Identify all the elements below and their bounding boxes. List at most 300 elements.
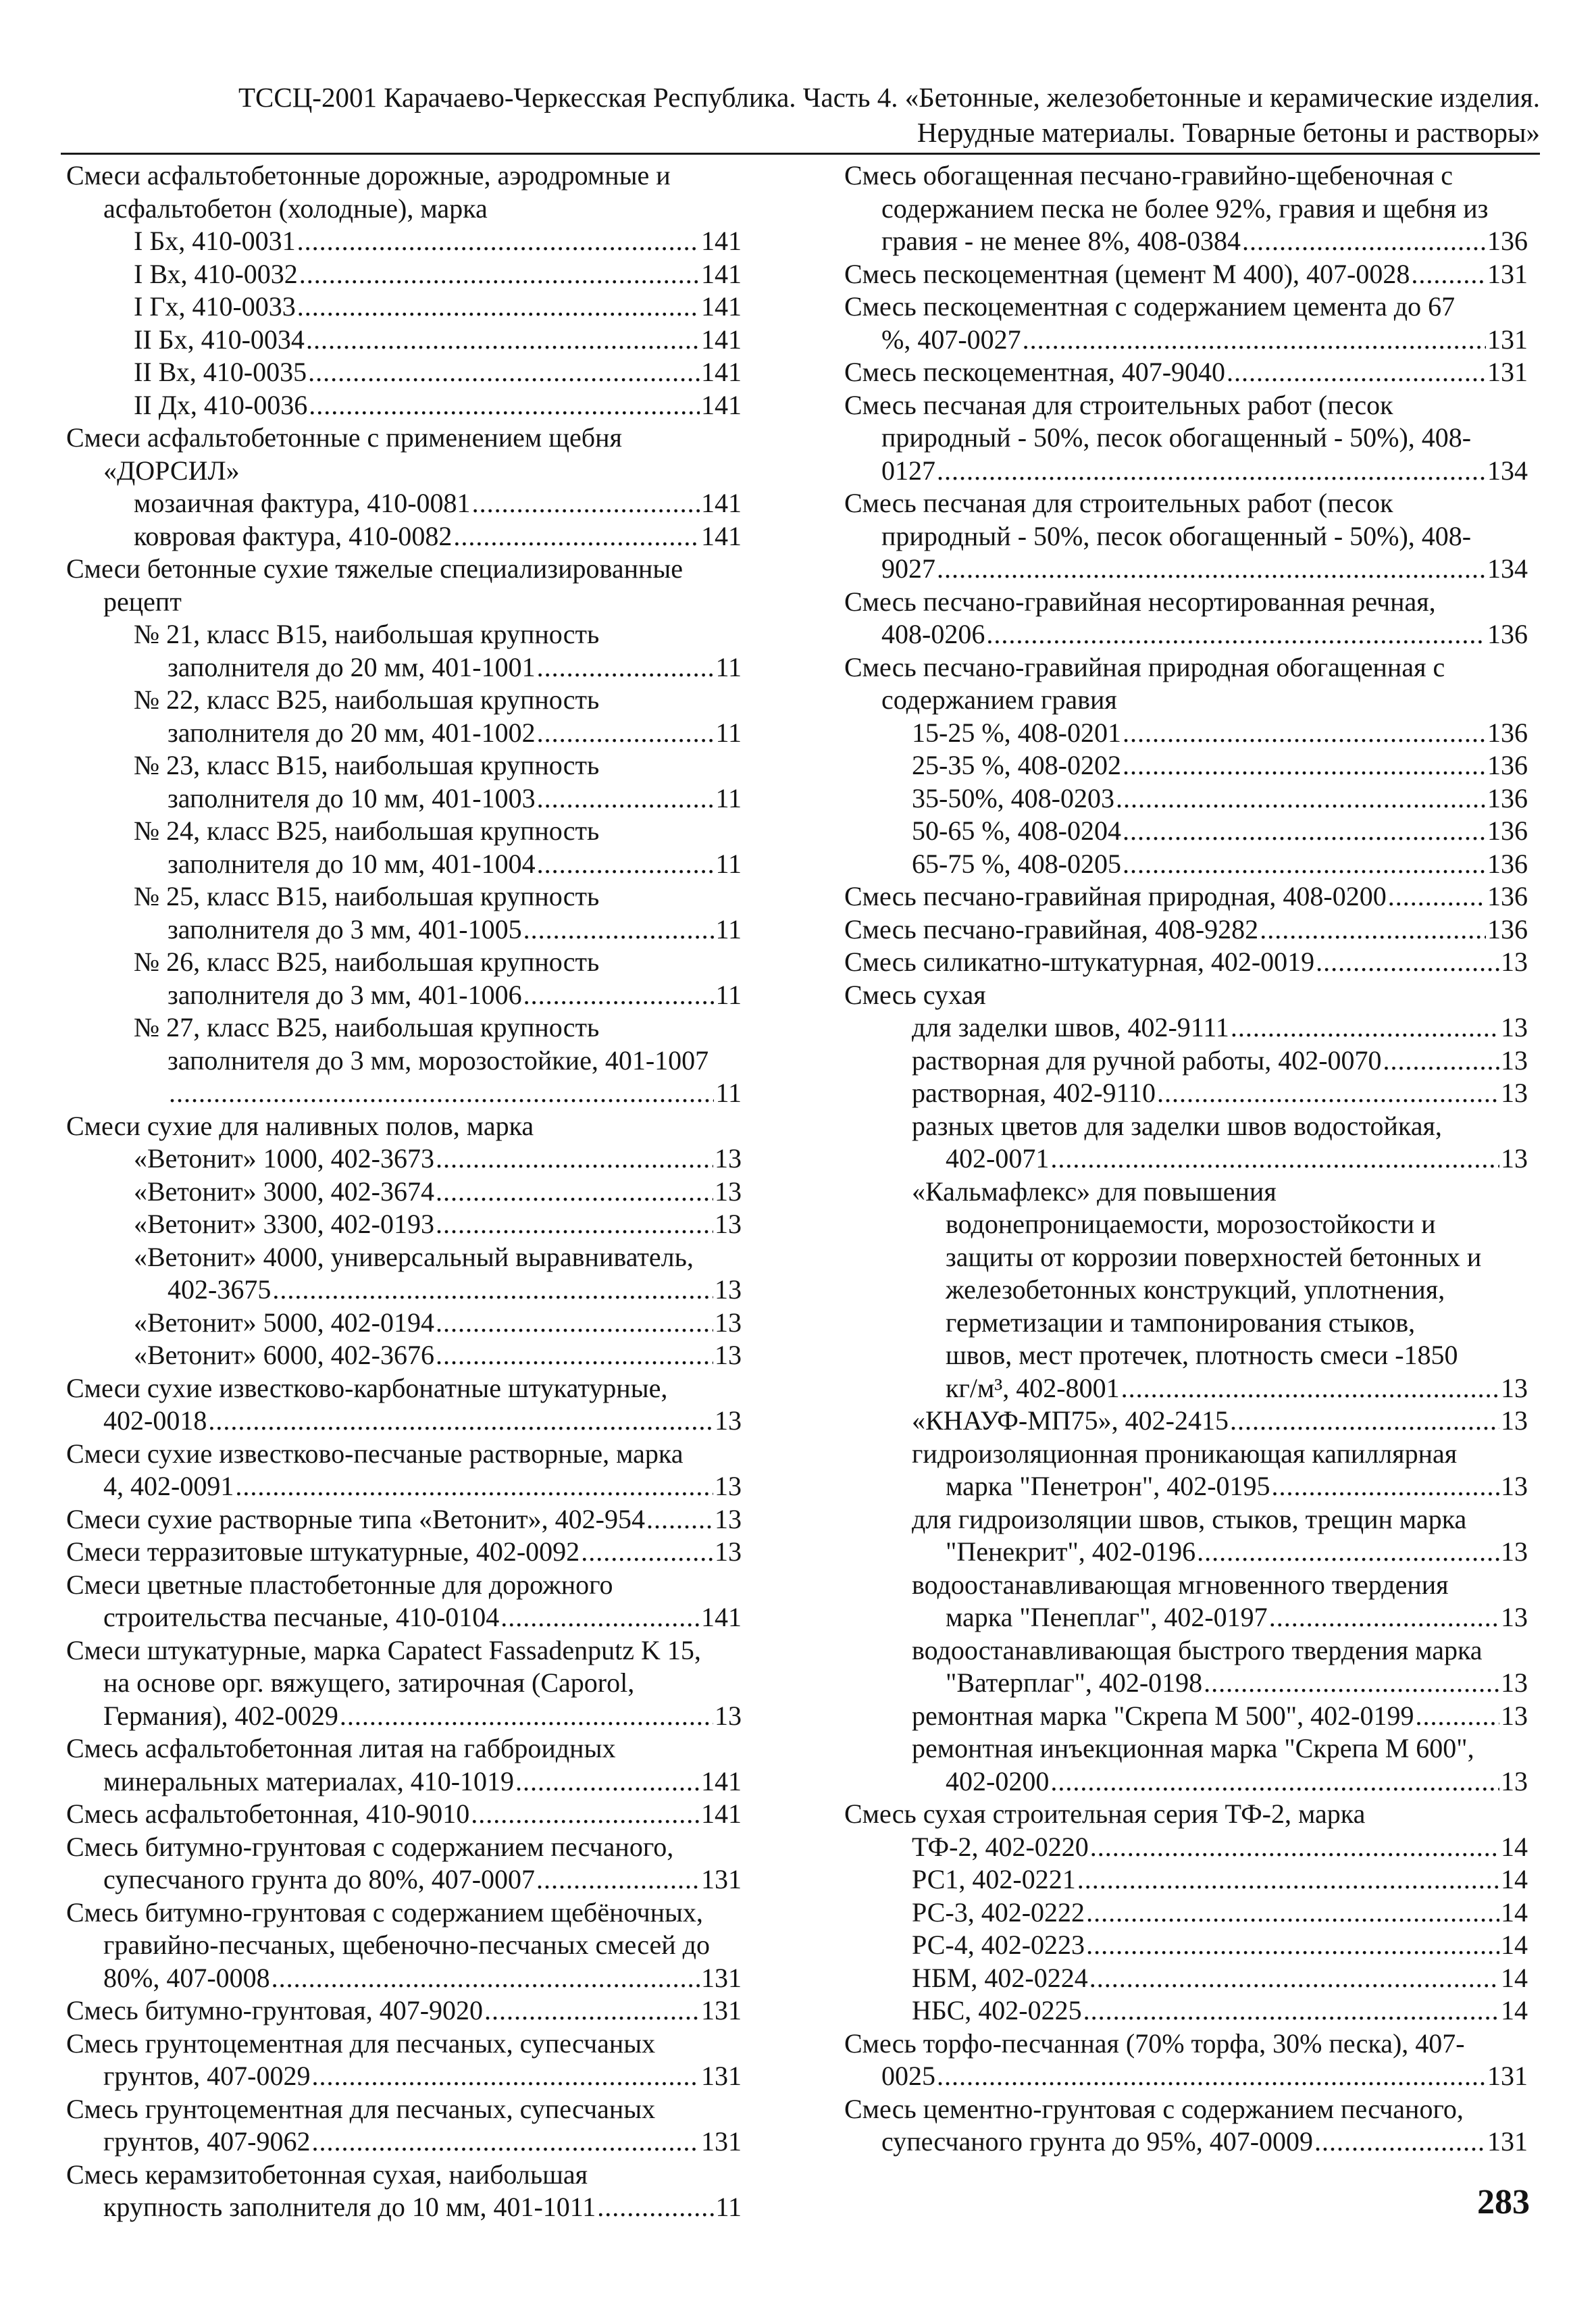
index-entry [844, 684, 1528, 717]
index-entry [844, 749, 1528, 782]
index-entry [66, 782, 742, 815]
entry-text: на основе орг. вяжущего, затирочная (Caporol, [103, 1667, 635, 1698]
entry-text: содержанием песка не более 92%, гравия и щебня из [881, 193, 1489, 224]
entry-text: Смесь битумно-грунтовая, 407-9020 [66, 1995, 484, 2026]
index-entry [66, 1142, 742, 1176]
dot-leader [1086, 1929, 1499, 1962]
entry-text: РС-3, 402-0222 [912, 1896, 1085, 1928]
entry-text: 0127 [881, 455, 935, 486]
entry-page-number: 131 [1487, 2126, 1528, 2157]
dot-leader [597, 2191, 714, 2224]
entry-text: Смесь пескоцементная, 407-9040 [844, 357, 1226, 387]
entry-text: 402-0018 [103, 1405, 207, 1436]
index-entry-line [881, 553, 1528, 586]
index-entry [66, 618, 742, 651]
dot-leader [523, 979, 715, 1012]
index-entry-line [881, 2060, 1528, 2093]
entry-text: «Ветонит» 1000, 402-3673 [134, 1143, 434, 1174]
index-entry-line [103, 1470, 742, 1503]
index-entry [66, 1176, 742, 1209]
entry-page-number: 13 [1501, 1700, 1528, 1731]
index-entry [66, 1339, 742, 1372]
entry-text: Смесь битумно-грунтовая с содержанием щебёночных, [66, 1896, 703, 1928]
index-entry [66, 2126, 742, 2159]
index-entry [844, 389, 1528, 422]
entry-text: 9027 [881, 553, 935, 584]
index-entry-line [946, 1274, 1528, 1307]
index-entry-line [66, 1536, 742, 1569]
index-entry [844, 291, 1528, 324]
dot-leader [308, 356, 700, 389]
index-entry-line [168, 717, 742, 750]
index-entry-line [912, 848, 1528, 881]
index-entry [844, 1077, 1528, 1110]
entry-text: № 21, класс В15, наибольшая крупность [134, 619, 600, 649]
index-entry-line [881, 455, 1528, 488]
index-entry-line [912, 1896, 1528, 1930]
entry-text: ремонтная марка "Скрепа М 500", 402-0199 [912, 1700, 1414, 1731]
entry-page-number: 14 [1501, 1995, 1528, 2026]
index-entry-line [946, 1667, 1528, 1700]
entry-text: для гидроизоляции швов, стыков, трещин марка [912, 1503, 1467, 1534]
index-entry-line [134, 1208, 742, 1241]
entry-text: Смесь асфальтобетонная, 410-9010 [66, 1799, 470, 1829]
index-entry-line [134, 1241, 742, 1274]
index-entry [844, 1307, 1528, 1340]
entry-text: грунтов, 407-9062 [103, 2126, 311, 2157]
index-entry [844, 1798, 1528, 1831]
entry-text: НБМ, 402-0224 [912, 1962, 1088, 1993]
index-entry-line [881, 225, 1528, 258]
index-entry [844, 1700, 1528, 1733]
entry-text: ТФ-2, 402-0220 [912, 1831, 1089, 1862]
entry-text: заполнителя до 10 мм, 401-1003 [168, 782, 536, 813]
index-entry [844, 422, 1528, 455]
index-entry [844, 1110, 1528, 1143]
dot-leader [1227, 356, 1486, 389]
index-entry-line [66, 1798, 742, 1831]
dot-leader [581, 1536, 713, 1569]
dot-leader [1383, 1045, 1499, 1078]
entry-text: Смесь песчаная для строительных работ (песок [844, 389, 1393, 420]
entry-text: Смесь торфо-песчанная (70% торфа, 30% песка), 407- [844, 2028, 1465, 2059]
index-entry [66, 1831, 742, 1864]
entry-text: РС-4, 402-0223 [912, 1930, 1085, 1960]
index-entry [66, 422, 742, 455]
entry-page-number: 141 [701, 389, 742, 420]
entry-page-number: 141 [701, 488, 742, 518]
entry-text: «Ветонит» 4000, универсальный выравниватель, [134, 1241, 694, 1272]
entry-text: заполнителя до 10 мм, 401-1004 [168, 848, 536, 879]
dot-leader [1121, 1372, 1499, 1405]
index-entry-line [946, 1339, 1528, 1372]
index-entry-line [134, 225, 742, 258]
dot-leader [272, 1962, 700, 1995]
entry-text: гравийно-песчаных, щебеночно-песчаных смесей до [103, 1930, 711, 1960]
dot-leader [536, 1863, 700, 1896]
entry-text: содержанием гравия [881, 684, 1117, 715]
dot-leader [1123, 717, 1486, 750]
entry-text: НБС, 402-0225 [912, 1995, 1082, 2026]
index-entry [66, 1569, 742, 1602]
index-entry [66, 553, 742, 586]
index-entry [844, 2028, 1528, 2061]
index-entry [66, 1732, 742, 1765]
entry-page-number: 131 [701, 1864, 742, 1894]
entry-text: Смесь грунтоцементная для песчаных, супесчаных [66, 2093, 656, 2124]
index-entry-line [844, 356, 1528, 389]
index-entry-line [103, 1667, 742, 1700]
index-entry-line [912, 717, 1528, 750]
entry-page-number: 131 [701, 2061, 742, 2091]
index-entry-line [946, 1470, 1528, 1503]
dot-leader [1083, 1994, 1499, 2028]
dot-leader [646, 1503, 713, 1536]
entry-text: 402-3675 [168, 1274, 272, 1305]
entry-text: Смесь песчано-гравийная природная обогащенная с [844, 651, 1445, 682]
entry-text: рецепт [103, 586, 182, 617]
index-entry-line [66, 1110, 742, 1143]
entry-text: Смесь песчано-гравийная несортированная речная, [844, 586, 1436, 617]
index-entry-line [946, 1765, 1528, 1799]
index-column-left [66, 159, 742, 2224]
index-entry [66, 1077, 742, 1110]
index-entry-line [912, 1831, 1528, 1864]
index-entry-line [844, 159, 1528, 193]
dot-leader [235, 1470, 713, 1503]
entry-text: 15-25 %, 408-0201 [912, 717, 1121, 748]
index-entry [844, 2093, 1528, 2126]
index-entry-line [103, 1405, 742, 1438]
entry-page-number: 13 [1501, 1405, 1528, 1436]
index-entry [66, 1208, 742, 1241]
index-entry-line [912, 1110, 1528, 1143]
index-entry [844, 979, 1528, 1012]
entry-page-number: 141 [701, 291, 742, 322]
index-entry-line [844, 2028, 1528, 2061]
index-entry [66, 1863, 742, 1896]
entry-text: «КНАУФ-МП75», 402-2415 [912, 1405, 1229, 1436]
entry-page-number: 141 [701, 1602, 742, 1632]
index-entry-line [134, 1307, 742, 1340]
index-entry [66, 1045, 742, 1078]
index-entry-line [912, 1405, 1528, 1438]
index-entry-line [912, 1077, 1528, 1110]
entry-page-number: 11 [715, 913, 742, 945]
entry-page-number: 136 [1487, 226, 1528, 256]
dot-leader [436, 1339, 713, 1372]
index-entry-line [66, 553, 742, 586]
dot-leader [1242, 225, 1486, 258]
index-entry [66, 2028, 742, 2061]
index-entry-line [844, 946, 1528, 979]
index-entry [66, 1405, 742, 1438]
entry-text: «Кальмафлекс» для повышения [912, 1176, 1277, 1207]
dot-leader [1314, 2126, 1486, 2159]
entry-text: гидроизоляционная проникающая капиллярная [912, 1438, 1458, 1469]
index-entry-line [134, 1176, 742, 1209]
entry-page-number: 13 [715, 1340, 742, 1370]
entry-text: асфальтобетон (холодные), марка [103, 193, 488, 224]
dot-leader [436, 1307, 713, 1340]
dot-leader [937, 455, 1486, 488]
index-entry [844, 880, 1528, 913]
entry-page-number: 14 [1501, 1962, 1528, 1993]
dot-leader [986, 618, 1486, 651]
entry-page-number: 11 [715, 782, 742, 813]
index-entry-line [912, 1994, 1528, 2028]
index-entry-line [881, 324, 1528, 357]
index-entry [66, 324, 742, 357]
entry-page-number: 136 [1487, 750, 1528, 780]
entry-text: Смеси асфальтобетонные дорожные, аэродромные и [66, 160, 671, 191]
index-entry-line [103, 1929, 742, 1962]
entry-text: мозаичная фактура, 410-0081 [134, 488, 471, 518]
entry-text: природный - 50%, песок обогащенный - 50%), 408- [881, 422, 1472, 453]
index-entry-line [912, 1011, 1528, 1045]
entry-page-number: 13 [1501, 1602, 1528, 1632]
index-entry [844, 1503, 1528, 1536]
entry-page-number: 13 [715, 1209, 742, 1239]
dot-leader [340, 1700, 713, 1733]
index-entry [844, 1929, 1528, 1962]
entry-page-number: 13 [715, 1471, 742, 1501]
entry-text: «Ветонит» 5000, 402-0194 [134, 1307, 434, 1338]
dot-leader [309, 389, 700, 422]
index-entry-line [66, 159, 742, 193]
entry-text: марка "Пенетрон", 402-0195 [946, 1471, 1270, 1501]
entry-page-number: 134 [1487, 455, 1528, 486]
dot-leader [1123, 749, 1486, 782]
entry-page-number: 131 [1487, 258, 1528, 289]
index-entry-line [168, 848, 742, 881]
entry-text: № 22, класс В25, наибольшая крупность [134, 684, 600, 715]
dot-leader [311, 2060, 700, 2093]
entry-text: заполнителя до 3 мм, 401-1005 [168, 913, 522, 945]
index-entry-line [844, 651, 1528, 684]
index-entry-line [66, 1503, 742, 1536]
index-entry-line [66, 1634, 742, 1667]
entry-page-number: 13 [715, 1274, 742, 1305]
entry-page-number: 14 [1501, 1864, 1528, 1894]
index-entry [844, 225, 1528, 258]
index-entry [66, 749, 742, 782]
entry-page-number: 141 [701, 520, 742, 551]
entry-text: Смеси штукатурные, марка Capatect Fassadenputz K 15, [66, 1634, 701, 1665]
index-entry-line [66, 422, 742, 455]
index-entry [66, 1241, 742, 1274]
index-entry-line [881, 193, 1528, 226]
dot-leader [937, 553, 1486, 586]
entry-page-number: 13 [715, 1143, 742, 1174]
page-number: 283 [1477, 2183, 1530, 2221]
entry-page-number: 131 [1487, 2061, 1528, 2091]
index-entry [844, 1438, 1528, 1471]
index-entry-line [881, 520, 1528, 553]
index-entry [66, 1110, 742, 1143]
entry-text: заполнителя до 20 мм, 401-1001 [168, 651, 536, 682]
dot-leader [272, 1274, 713, 1307]
entry-text: заполнителя до 3 мм, 401-1006 [168, 979, 522, 1010]
entry-text: № 24, класс В25, наибольшая крупность [134, 815, 600, 846]
entry-page-number: 11 [715, 2192, 742, 2222]
index-entry-line [134, 1011, 742, 1045]
index-entry [66, 487, 742, 520]
index-entry [844, 1667, 1528, 1700]
index-entry-line [912, 749, 1528, 782]
entry-text: I Вх, 410-0032 [134, 258, 298, 289]
entry-text: Смеси терразитовые штукатурные, 402-0092 [66, 1536, 580, 1567]
index-entry [66, 815, 742, 848]
header-line-1: ТССЦ-2001 Карачаево-Черкесская Республика. Часть 4. «Бетонные, железобетонные и керамические изделия. [238, 82, 1540, 113]
entry-text: разных цветов для заделки швов водостойкая, [912, 1110, 1442, 1141]
entry-text: № 23, класс В15, наибольшая крупность [134, 750, 600, 780]
index-entry-line [134, 356, 742, 389]
index-entry [844, 1045, 1528, 1078]
entry-text: Смеси цветные пластобетонные для дорожного [66, 1569, 613, 1600]
entry-page-number: 13 [715, 1503, 742, 1534]
dot-leader [299, 258, 700, 291]
index-entry-line [103, 2060, 742, 2093]
index-entry [66, 1929, 742, 1962]
index-entry [66, 1438, 742, 1471]
entry-text: «Ветонит» 3300, 402-0193 [134, 1209, 434, 1239]
index-entry-line [134, 1339, 742, 1372]
index-entry-line [168, 1045, 742, 1078]
index-entry-line [103, 1962, 742, 1995]
dot-leader [1050, 1765, 1499, 1799]
index-entry [844, 1405, 1528, 1438]
dot-leader [1230, 1405, 1499, 1438]
dot-leader [1086, 1896, 1499, 1930]
entry-text: Смеси сухие растворные типа «Ветонит», 402-954 [66, 1503, 645, 1534]
index-entry [844, 1142, 1528, 1176]
entry-page-number: 134 [1487, 553, 1528, 584]
entry-text: марка "Пенеплаг", 402-0197 [946, 1602, 1268, 1632]
entry-page-number: 131 [701, 1995, 742, 2026]
entry-text: 402-0200 [946, 1765, 1050, 1796]
dot-leader [1123, 848, 1486, 881]
entry-page-number: 141 [701, 226, 742, 256]
index-entry-line [946, 1307, 1528, 1340]
entry-page-number: 141 [701, 357, 742, 387]
index-entry [66, 979, 742, 1012]
index-entry [844, 2126, 1528, 2159]
index-entry [66, 1962, 742, 1995]
index-entry [66, 2159, 742, 2192]
index-entry-line [881, 684, 1528, 717]
index-entry [844, 1011, 1528, 1045]
entry-page-number: 131 [1487, 357, 1528, 387]
entry-text: заполнителя до 20 мм, 401-1002 [168, 717, 536, 748]
entry-text: Смесь асфальтобетонная литая на габброидных [66, 1733, 616, 1763]
entry-page-number: 13 [715, 1307, 742, 1338]
index-entry-line [946, 1601, 1528, 1634]
entry-text: заполнителя до 3 мм, морозостойкие, 401-1007 [168, 1045, 709, 1076]
index-entry [844, 159, 1528, 193]
index-entry-line [134, 946, 742, 979]
index-entry-line [134, 684, 742, 717]
index-entry [844, 848, 1528, 881]
index-entry-line [881, 422, 1528, 455]
index-entry [844, 651, 1528, 684]
index-entry-line [912, 1438, 1528, 1471]
entry-page-number: 13 [1501, 1012, 1528, 1042]
entry-page-number: 13 [1501, 1143, 1528, 1174]
entry-text: Смесь сухая строительная серия ТФ-2, марка [844, 1799, 1366, 1829]
index-entry-line [881, 618, 1528, 651]
index-entry [844, 324, 1528, 357]
index-entry [844, 1536, 1528, 1569]
dot-leader [537, 782, 715, 815]
index-entry [66, 1634, 742, 1667]
entry-page-number: 13 [1501, 1536, 1528, 1567]
index-entry-line [134, 487, 742, 520]
entry-text: Смесь битумно-грунтовая с содержанием песчаного, [66, 1831, 674, 1862]
entry-text: водонепроницаемости, морозостойкости и [946, 1209, 1436, 1239]
dot-leader [297, 225, 700, 258]
dot-leader [311, 2126, 700, 2159]
index-entry-line [103, 1863, 742, 1896]
entry-page-number: 11 [715, 848, 742, 879]
entry-page-number: 136 [1487, 815, 1528, 846]
index-entry [844, 1208, 1528, 1241]
index-entry [66, 1798, 742, 1831]
index-entry [66, 1601, 742, 1634]
index-entry-line [946, 1142, 1528, 1176]
dot-leader [436, 1142, 713, 1176]
entry-text: Смесь песчаная для строительных работ (песок [844, 488, 1393, 518]
index-entry [844, 1994, 1528, 2028]
index-entry-line [844, 2093, 1528, 2126]
entry-text: 50-65 %, 408-0204 [912, 815, 1121, 846]
dot-leader [1260, 913, 1486, 947]
index-entry [66, 913, 742, 947]
index-entry-line [66, 2093, 742, 2126]
index-entry [844, 1863, 1528, 1896]
index-entry [844, 586, 1528, 619]
entry-text: № 26, класс В25, наибольшая крупность [134, 947, 600, 977]
index-entry [66, 1274, 742, 1307]
index-entry-line [103, 455, 742, 488]
entry-text: грунтов, 407-0029 [103, 2061, 311, 2091]
entry-page-number: 136 [1487, 913, 1528, 945]
dot-leader [436, 1208, 713, 1241]
index-entry [66, 946, 742, 979]
index-entry-line [912, 1700, 1528, 1733]
index-entry-line [844, 586, 1528, 619]
index-entry-line [844, 979, 1528, 1012]
dot-leader [1204, 1667, 1499, 1700]
entry-text: 80%, 407-0008 [103, 1962, 270, 1993]
dot-leader [537, 651, 715, 684]
entry-text: № 25, класс В15, наибольшая крупность [134, 881, 600, 911]
index-entry-line [66, 2028, 742, 2061]
index-entry [66, 356, 742, 389]
index-entry-line [103, 193, 742, 226]
entry-page-number: 136 [1487, 782, 1528, 813]
index-entry [66, 258, 742, 291]
entry-text: II Бх, 410-0034 [134, 324, 305, 355]
entry-page-number: 11 [715, 979, 742, 1010]
entry-page-number: 141 [701, 258, 742, 289]
index-entry [844, 356, 1528, 389]
dot-leader [500, 1601, 700, 1634]
dot-leader [484, 1994, 700, 2028]
index-entry-line [66, 1569, 742, 1602]
index-entry-line [912, 1863, 1528, 1896]
dot-leader [1089, 1962, 1499, 1995]
